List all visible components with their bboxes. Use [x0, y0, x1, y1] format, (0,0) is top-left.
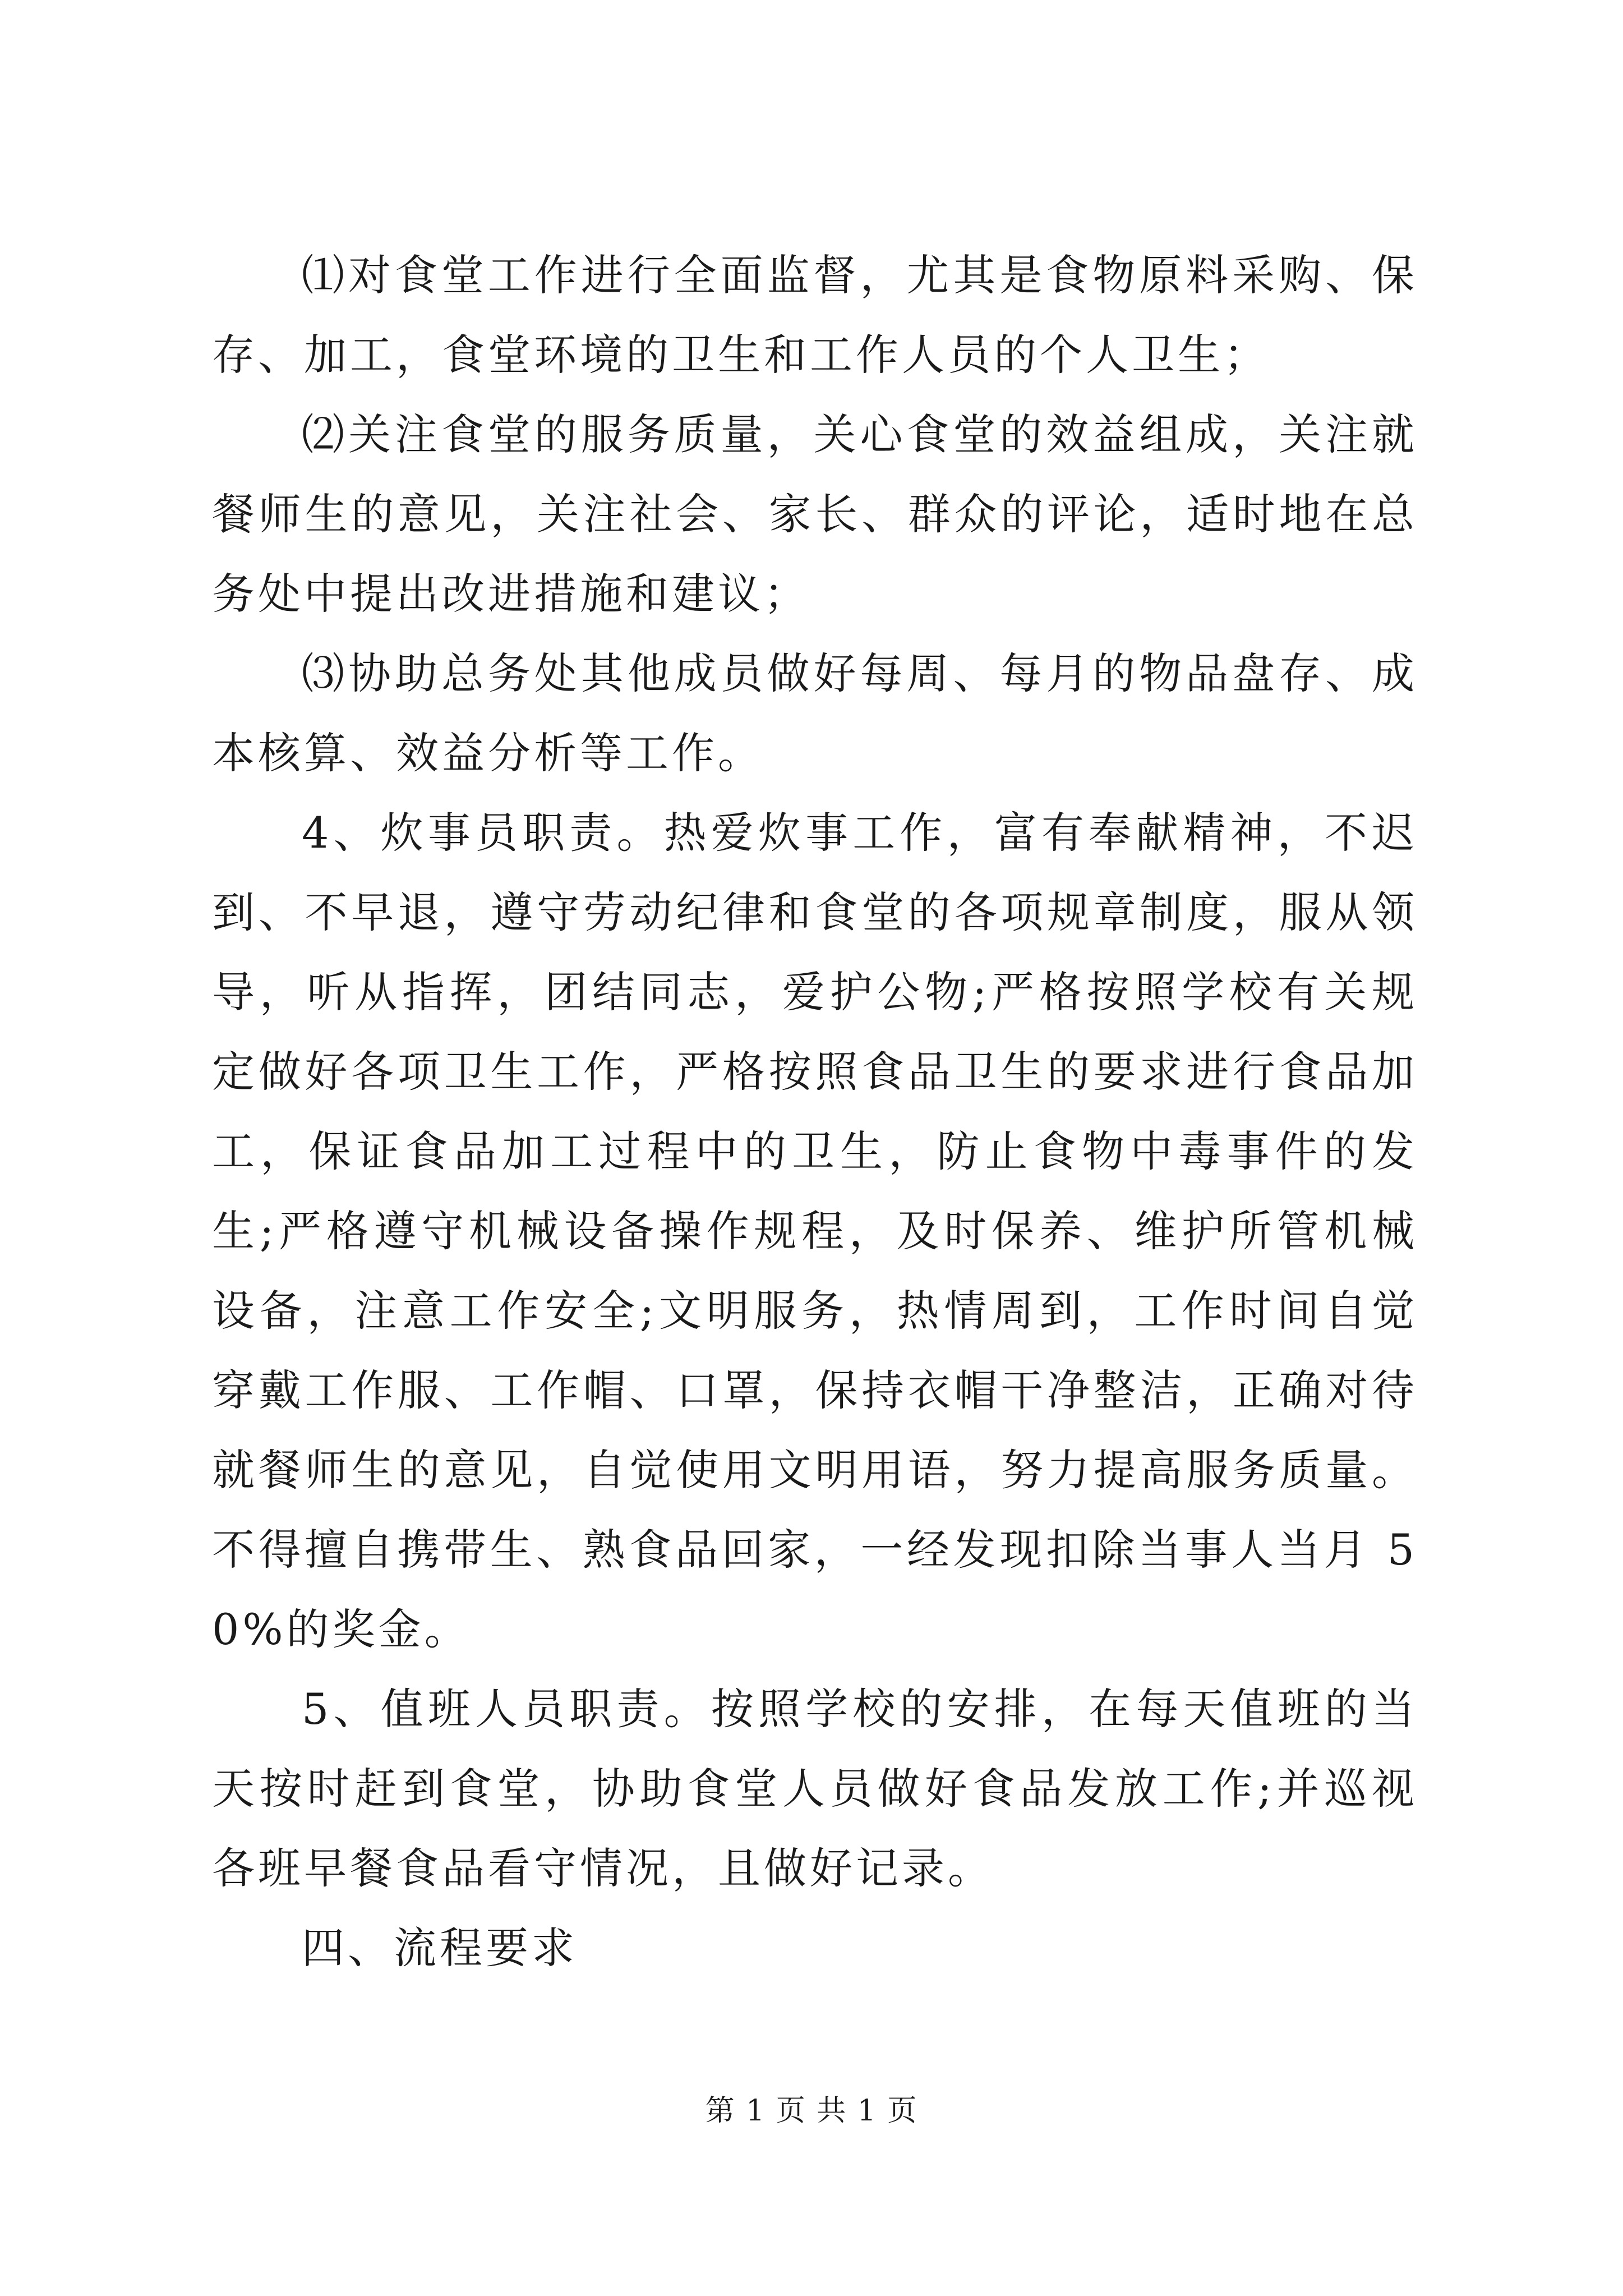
paragraph-cook-duties: 4、炊事员职责。热爱炊事工作，富有奉献精神，不迟到、不早退，遵守劳动纪律和食堂的各项规章制度，服从领导，听从指挥，团结同志，爱护公物;严格按照学校有关规定做好各项卫生工作，严格按照食品卫生的要求进行食品加工，保证食品加工过程中的卫生，防止食物中毒事件的发生;严格遵守机械设备操作规程，及时保养、维护所管机械设备，注意工作安全;文明服务，热情周到，工作时间自觉穿戴工作服、工作帽、口罩，保持衣帽干净整洁，正确对待就餐师生的意见，自觉使用文明用语，努力提高服务质量。不得擅自携带生、熟食品回家，一经发现扣除当事人当月 50%的奖金。: [212, 808, 1418, 1654]
section-heading-process: 四、流程要求: [302, 1923, 578, 1973]
paragraph-inventory-assist: ⑶协助总务处其他成员做好每周、每月的物品盘存、成本核算、效益分析等工作。: [212, 648, 1418, 778]
paragraph-duty-staff: 5、值班人员职责。按照学校的安排，在每天值班的当天按时赶到食堂，协助食堂人员做好食品发放工作;并巡视各班早餐食品看守情况，且做好记录。: [212, 1684, 1418, 1893]
paragraph-canteen-supervision: ⑴对食堂工作进行全面监督，尤其是食物原料采购、保存、加工，食堂环境的卫生和工作人员的个人卫生；: [212, 250, 1418, 380]
document-body: [212, 236, 1418, 1988]
paragraph-service-quality: ⑵关注食堂的服务质量，关心食堂的效益组成，关注就餐师生的意见，关注社会、家长、群众的评论，适时地在总务处中提出改进措施和建议；: [212, 409, 1418, 619]
page-footer: 第 1 页 共 1 页: [705, 2094, 918, 2128]
